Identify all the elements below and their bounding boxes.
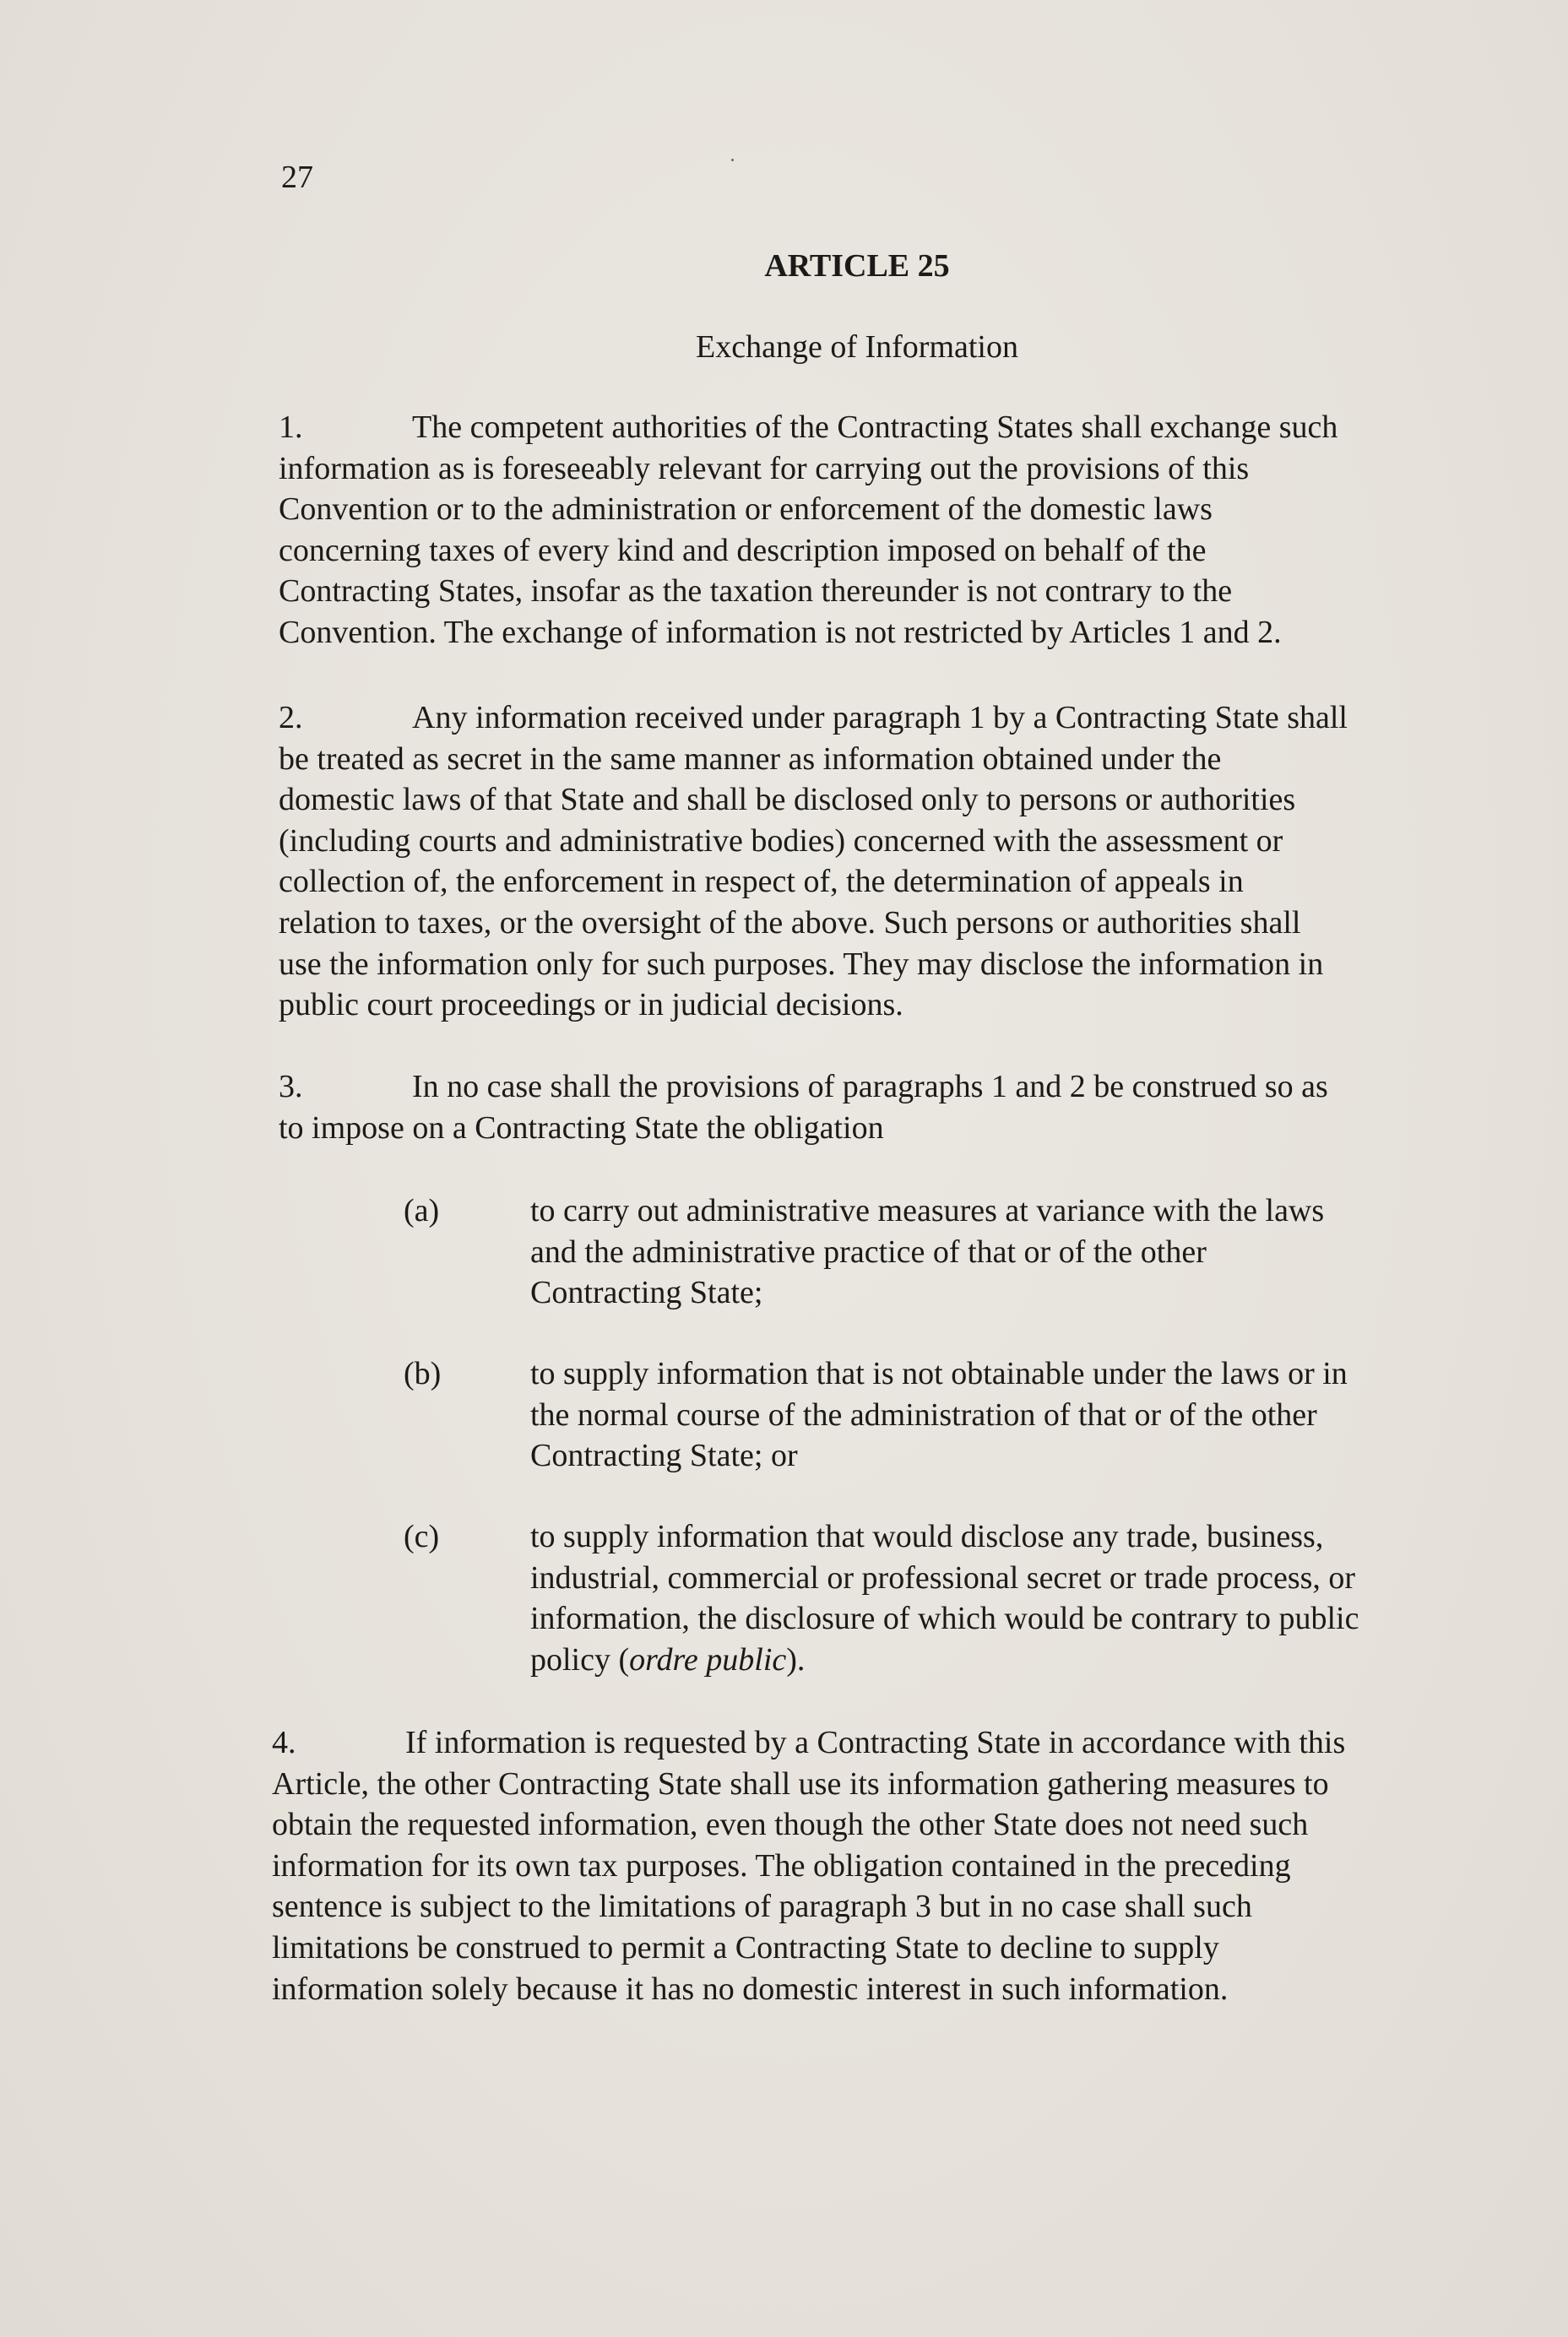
- paragraph-line: collection of, the enforcement in respect of, the determination of appeals in: [279, 864, 1244, 900]
- subparagraph-label: (b): [404, 1356, 442, 1391]
- paragraph-line: Any information received under paragraph 1 by a Contracting State shall: [412, 700, 1348, 735]
- paragraph-line: relation to taxes, or the oversight of the above. Such persons or authorities shall: [279, 904, 1301, 941]
- page-number: 27: [281, 160, 313, 195]
- subparagraph-line: the normal course of the administration of that or of the other: [530, 1396, 1317, 1433]
- paragraph-line: to impose on a Contracting State the obligation: [279, 1109, 884, 1146]
- paragraph-line: domestic laws of that State and shall be disclosed only to persons or authorities: [279, 782, 1296, 818]
- paragraph-line: information for its own tax purposes. The obligation contained in the preceding: [272, 1847, 1291, 1884]
- subparagraph-label: (c): [404, 1519, 440, 1554]
- paragraph-line: The competent authorities of the Contracting States shall exchange such: [412, 409, 1338, 445]
- subparagraph-a: [404, 1190, 1501, 1317]
- subparagraph-line: Contracting State; or: [530, 1438, 798, 1474]
- paragraph-line: limitations be construed to permit a Contracting State to decline to supply: [272, 1929, 1219, 1966]
- paragraph-3: [279, 1066, 1328, 1148]
- article-subtitle: Exchange of Information: [696, 329, 1018, 365]
- paragraph-line: Article, the other Contracting State shall use its information gathering measures to: [272, 1765, 1329, 1802]
- paragraph-line: concerning taxes of every kind and description imposed on behalf of the: [279, 532, 1207, 568]
- subparagraph-line: to carry out administrative measures at variance with the laws: [530, 1193, 1325, 1228]
- paragraph-line: use the information only for such purposes. They may disclose the information in: [279, 946, 1324, 982]
- paragraph-line: information solely because it has no domestic interest in such information.: [272, 1971, 1229, 2007]
- subparagraph-b: [404, 1353, 1501, 1480]
- subparagraph-line: information, the disclosure of which would be contrary to public: [530, 1601, 1359, 1637]
- paragraph-number: 4.: [272, 1725, 296, 1760]
- paragraph-line: If information is requested by a Contracting State in accordance with this: [405, 1725, 1346, 1760]
- subparagraph-text: policy (: [530, 1641, 630, 1678]
- paragraph-line: Contracting States, insofar as the taxation thereunder is not contrary to the: [279, 573, 1233, 610]
- subparagraph-line: to supply information that is not obtainable under the laws or in: [530, 1356, 1348, 1391]
- paragraph-line: public court proceedings or in judicial decisions.: [279, 987, 903, 1023]
- paragraph-line: (including courts and administrative bodies) concerned with the assessment or: [279, 822, 1283, 859]
- paragraph-number: 2.: [279, 700, 303, 735]
- paragraph-4: [272, 1722, 1345, 2009]
- paragraph-1: [279, 407, 1337, 653]
- paragraph-number: 3.: [279, 1069, 303, 1104]
- scan-speck: [731, 159, 734, 161]
- paragraph-line: sentence is subject to the limitations of paragraph 3 but in no case shall such: [272, 1889, 1252, 1925]
- ordre-public-italic: ordre public: [629, 1641, 787, 1678]
- paragraph-number: 1.: [279, 409, 303, 445]
- paragraph-line: Convention. The exchange of information is not restricted by Articles 1 and 2.: [279, 614, 1282, 650]
- paragraph-line: obtain the requested information, even though the other State does not need such: [272, 1807, 1309, 1843]
- paragraph-line: be treated as secret in the same manner as information obtained under the: [279, 740, 1222, 777]
- paragraph-line: information as is foreseeably relevant for carrying out the provisions of this: [279, 450, 1250, 486]
- subparagraph-line: industrial, commercial or professional secret or trade process, or: [530, 1559, 1356, 1596]
- paragraph-line: Convention or to the administration or enforcement of the domestic laws: [279, 491, 1213, 528]
- subparagraph-label: (a): [404, 1193, 440, 1228]
- subparagraph-c: [404, 1516, 1501, 1685]
- subparagraph-line: Contracting State;: [530, 1275, 763, 1311]
- paragraph-2: [279, 697, 1348, 1026]
- paragraph-line: In no case shall the provisions of paragraphs 1 and 2 be construed so as: [412, 1069, 1328, 1104]
- article-heading: ARTICLE 25: [764, 248, 950, 284]
- subparagraph-line: to supply information that would disclose any trade, business,: [530, 1519, 1324, 1554]
- subparagraph-line: and the administrative practice of that or of the other: [530, 1234, 1207, 1270]
- subparagraph-text: ).: [786, 1641, 806, 1678]
- subparagraph-line-last: [530, 1640, 1359, 1681]
